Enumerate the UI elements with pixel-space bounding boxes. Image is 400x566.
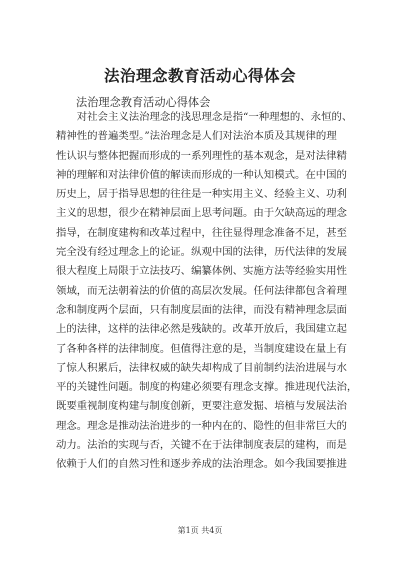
body-line: 完全没有经过理念上的论证。纵观中国的法律，历代法律的发展 — [56, 246, 347, 259]
body-line: 神的理解和对法律价值的解读而形成的一种认知模式。在中国的 — [56, 168, 347, 181]
body-line: 了各种各样的法律制度。但值得注意的是，当制度建设在量上有 — [56, 342, 347, 355]
body-line: 性认识与整体把握而形成的一系列理性的基本观念，是对法律精 — [56, 149, 347, 162]
body-line: 指导，在制度建构和改革过程中，往往显得理念准备不足，甚至 — [56, 226, 347, 239]
body-line: 上的法律，这样的法律必然是残缺的。改革开放后，我国建立起 — [56, 323, 347, 336]
page-number: 第1页 共4页 — [177, 526, 223, 535]
body-line: 精神性的普遍类型。”法治理念是人们对法治本质及其规律的理 — [56, 130, 337, 143]
body-line: 既要重视制度构建与制度创新，更要注意发掘、培植与发展法治 — [56, 400, 347, 413]
document-title: 法治理念教育活动心得体会 — [103, 66, 296, 85]
document-body — [56, 108, 358, 475]
body-line: 念和制度两个层面，只有制度层面的法律，而没有精神理念层面 — [56, 303, 347, 316]
body-line: 领域，而无法朝着法的价值的高层次发展。任何法律都包含着理 — [56, 284, 347, 297]
body-line: 历史上，居于指导思想的往往是一种实用主义、经验主义、功利 — [56, 188, 347, 201]
body-line: 主义的思想，很少在精神层面上思考问题。由于欠缺高远的理念 — [56, 207, 347, 220]
body-line: 很大程度上局限于立法技巧、编纂体例、实施方法等经验实用性 — [56, 265, 347, 278]
body-line: 平的关键性问题。制度的构建必须要有理念支撑。推进现代法治， — [56, 381, 358, 394]
body-line: 动力。法治的实现与否，关键不在于法律制度表层的建构，而是 — [56, 439, 347, 452]
body-line: 理念。理念是推动法治进步的一种内在的、隐性的但非常巨大的 — [56, 419, 347, 432]
body-line: 对社会主义法治理念的浅思理念是指“一种理想的、永恒的、 — [56, 111, 353, 123]
body-line: 了惊人积累后，法律权威的缺失却构成了目前制约法治进展与水 — [56, 361, 347, 374]
document-subtitle: 法治理念教育活动心得体会 — [76, 96, 211, 109]
body-line: 依赖于人们的自然习性和逐步养成的法治理念。如今我国要推进 — [56, 458, 347, 471]
